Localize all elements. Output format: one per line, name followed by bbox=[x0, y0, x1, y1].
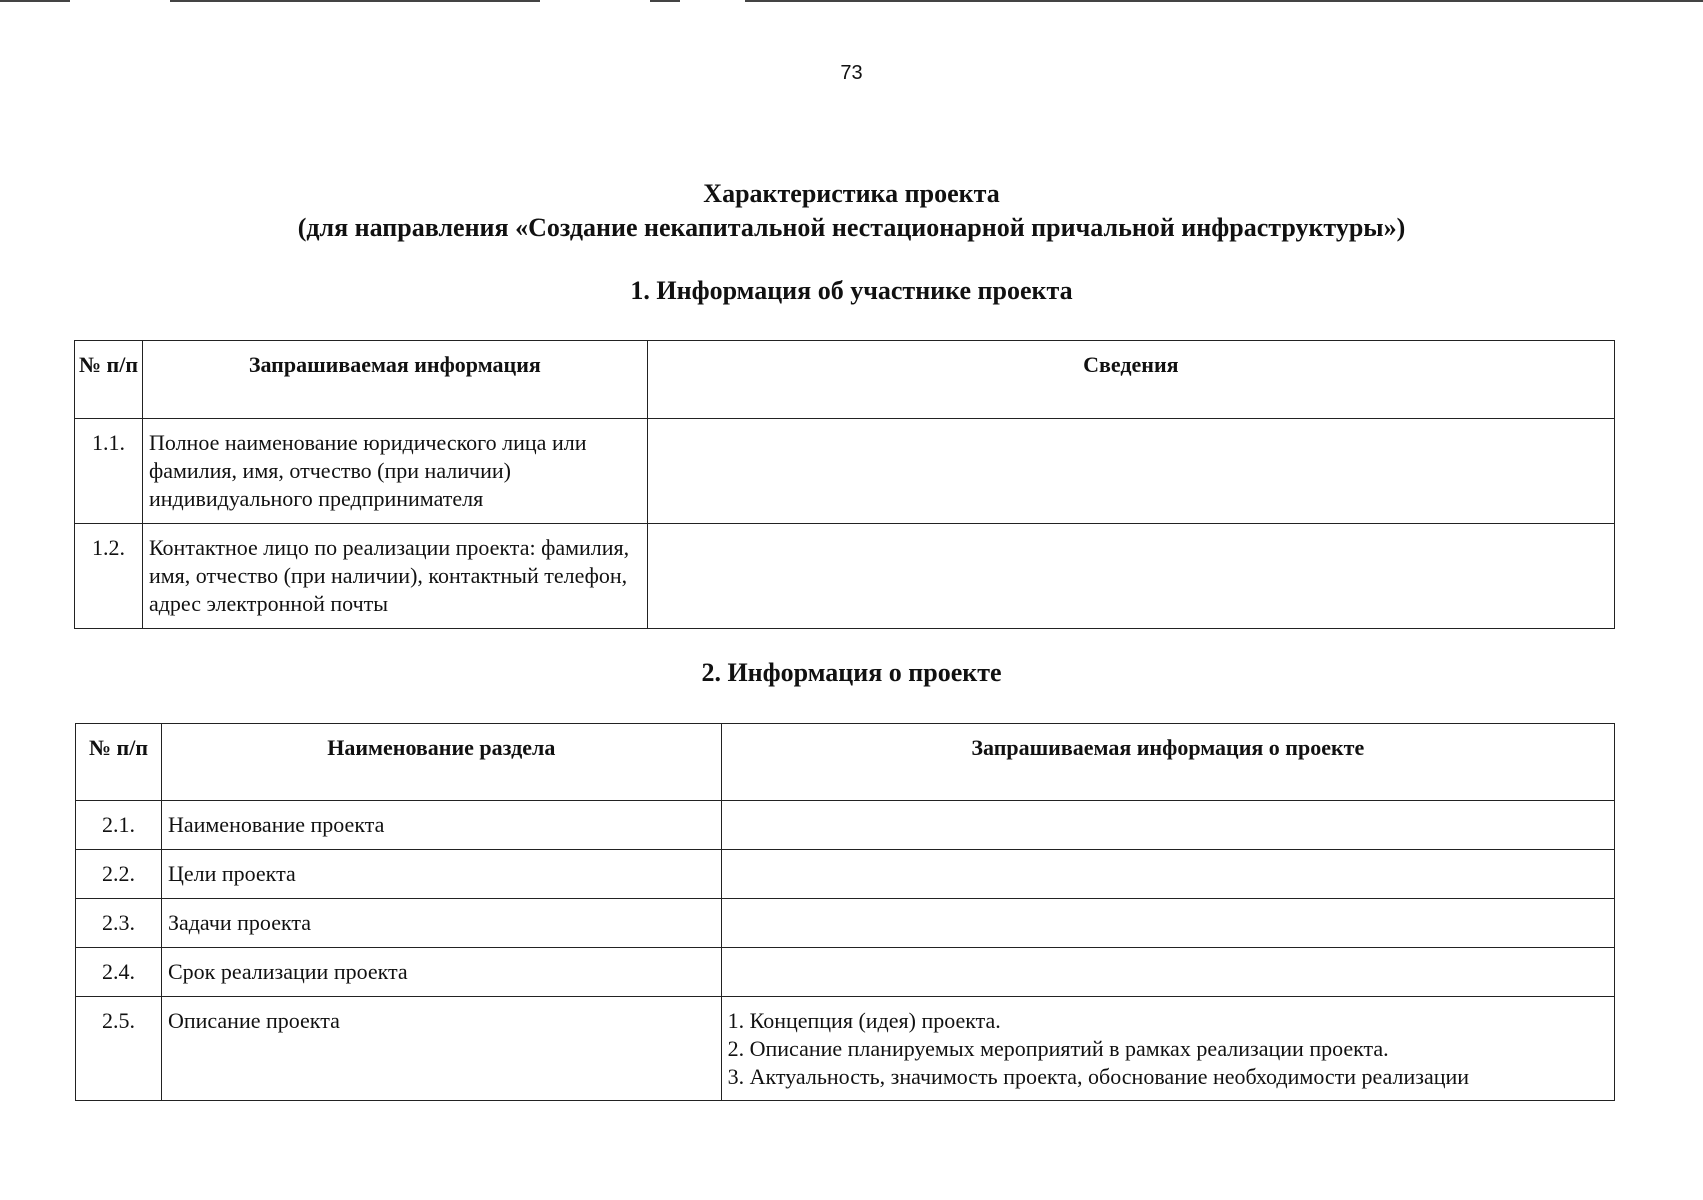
row-name: Задачи проекта bbox=[161, 899, 721, 948]
table-header-row bbox=[75, 341, 1615, 419]
scan-edge-lines bbox=[0, 0, 1703, 4]
row-number: 2.3. bbox=[76, 899, 162, 948]
row-number: 2.2. bbox=[76, 850, 162, 899]
row-number: 2.4. bbox=[76, 948, 162, 997]
row-number: 2.5. bbox=[76, 997, 162, 1101]
row-value[interactable] bbox=[721, 850, 1614, 899]
header-requested-info: Запрашиваемая информация bbox=[142, 341, 647, 419]
row-value[interactable] bbox=[721, 899, 1614, 948]
row-value[interactable] bbox=[721, 948, 1614, 997]
header-number: № п/п bbox=[75, 341, 143, 419]
row-number: 1.1. bbox=[75, 419, 143, 524]
row-number: 2.1. bbox=[76, 801, 162, 850]
row-value[interactable] bbox=[721, 997, 1614, 1101]
table-row bbox=[75, 524, 1615, 629]
list-item: 3. Актуальность, значимость проекта, обоснование необходимости реализации bbox=[727, 1064, 1470, 1089]
header-project-info: Запрашиваемая информация о проекте bbox=[721, 724, 1614, 801]
list-item: 2. Описание планируемых мероприятий в рамках реализации проекта. bbox=[727, 1036, 1389, 1061]
table-row bbox=[76, 948, 1615, 997]
table-row bbox=[76, 899, 1615, 948]
row-info: Полное наименование юридического лица или фамилия, имя, отчество (при наличии) индивидуального предпринимателя bbox=[142, 419, 647, 524]
section-2-heading: 2. Информация о проекте bbox=[701, 658, 1002, 687]
table-row bbox=[76, 801, 1615, 850]
table-row bbox=[76, 997, 1615, 1101]
row-name: Наименование проекта bbox=[161, 801, 721, 850]
row-number: 1.2. bbox=[75, 524, 143, 629]
row-name: Описание проекта bbox=[161, 997, 721, 1101]
list-item: 1. Концепция (идея) проекта. bbox=[727, 1008, 1001, 1033]
header-section-name: Наименование раздела bbox=[161, 724, 721, 801]
page-number: 73 bbox=[840, 62, 863, 84]
project-info-table bbox=[75, 723, 1615, 1101]
table-row bbox=[76, 850, 1615, 899]
row-name: Срок реализации проекта bbox=[161, 948, 721, 997]
row-value[interactable] bbox=[721, 801, 1614, 850]
document-title: Характеристика проекта bbox=[703, 179, 1000, 208]
header-number: № п/п bbox=[76, 724, 162, 801]
table-row bbox=[75, 419, 1615, 524]
row-name: Цели проекта bbox=[161, 850, 721, 899]
row-value[interactable] bbox=[647, 419, 1614, 524]
section-1-heading: 1. Информация об участнике проекта bbox=[630, 276, 1073, 305]
document-subtitle: (для направления «Создание некапитальной нестационарной причальной инфраструктуры») bbox=[297, 213, 1406, 242]
row-value[interactable] bbox=[647, 524, 1614, 629]
table-header-row bbox=[76, 724, 1615, 801]
description-list bbox=[728, 1007, 1608, 1091]
participant-info-table bbox=[74, 340, 1615, 629]
row-info: Контактное лицо по реализации проекта: фамилия, имя, отчество (при наличии), контактный телефон, адрес электронной почты bbox=[142, 524, 647, 629]
header-details: Сведения bbox=[647, 341, 1614, 419]
